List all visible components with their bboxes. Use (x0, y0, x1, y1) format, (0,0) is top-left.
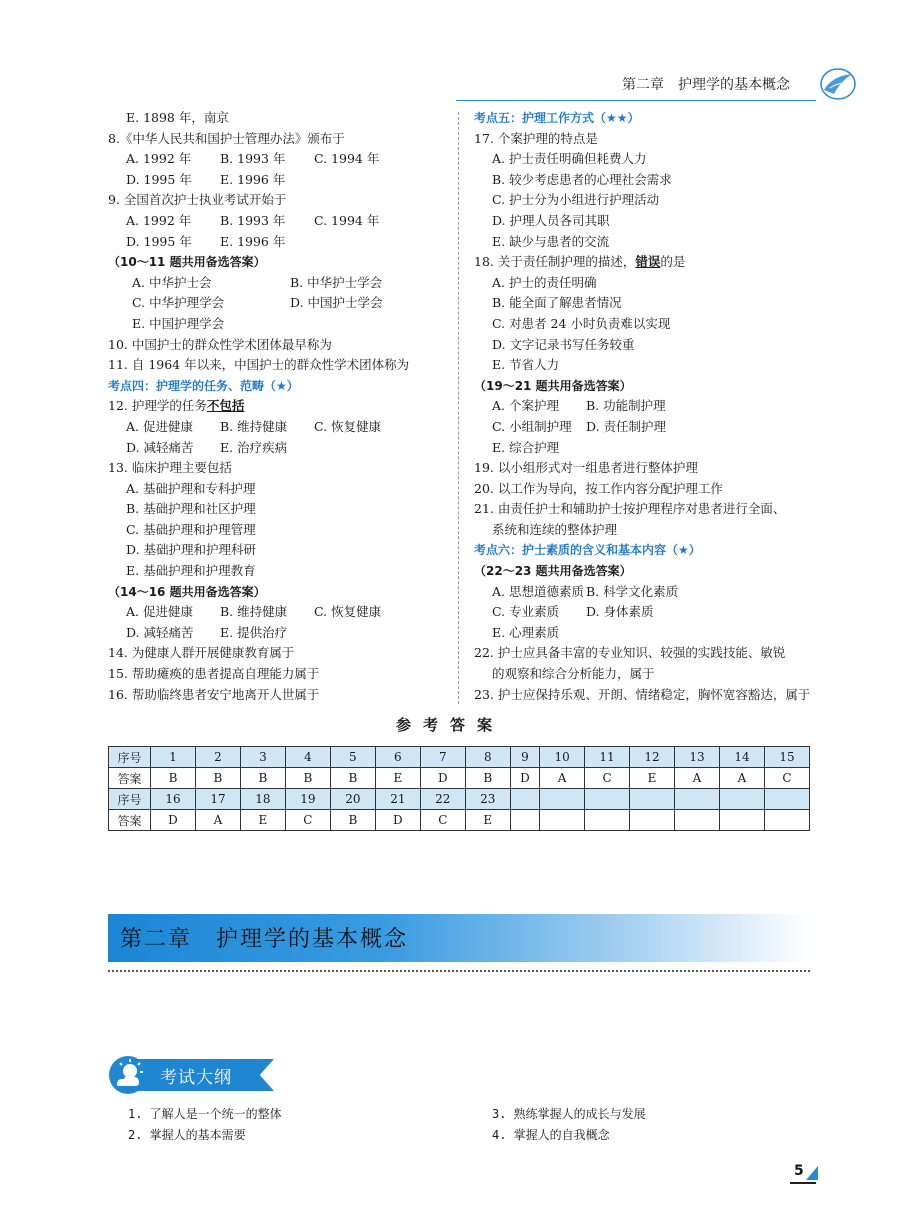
question-line (474, 314, 824, 335)
question-line (474, 170, 824, 191)
question-number-cell: 6 (375, 747, 420, 768)
syllabus-item: 3. 熟练掌握人的成长与发展 (492, 1107, 646, 1121)
question-number-cell: 14 (719, 747, 764, 768)
line-text: 9. 全国首次护士执业考试开始于 (108, 192, 287, 208)
line-text: E. 基础护理和护理教育 (126, 563, 256, 579)
question-line (108, 232, 458, 253)
question-number-cell: 16 (151, 789, 196, 810)
question-line (108, 438, 458, 459)
answer-option: C. 1994 年 (314, 212, 380, 228)
line-text: 23. 护士应保持乐观、开朗、情绪稳定，胸怀宽容豁达，属于 (474, 686, 811, 702)
question-line (108, 499, 458, 520)
question-line (108, 602, 458, 623)
line-text: D. 基础护理和护理科研 (126, 542, 257, 558)
answer-option: C. 恢复健康 (314, 418, 382, 434)
table-row-numbers (109, 747, 810, 768)
answer-cell (719, 810, 764, 831)
row-label: 答案 (109, 810, 151, 831)
answer-cell: B (195, 768, 240, 789)
line-text: 22. 护士应具备丰富的专业知识、较强的实践技能、敏锐 (474, 645, 786, 661)
answer-option: E. 提供治疗 (220, 624, 288, 640)
line-text: （22～23 题共用备选答案） (474, 564, 632, 579)
running-title: 第二章 护理学的基本概念 (622, 77, 790, 93)
question-line (474, 520, 824, 541)
answer-cell: D (375, 810, 420, 831)
answer-option: E. 治疗疾病 (220, 439, 288, 455)
line-text: 19. 以小组形式对一组患者进行整体护理 (474, 460, 698, 476)
answer-option: B. 维持健康 (220, 418, 288, 434)
answer-cell: E (630, 768, 675, 789)
emphasis-text: 不包括 (206, 398, 245, 414)
line-text: 8.《中华人民共和国护士管理办法》颁布于 (108, 130, 345, 146)
chapter-banner (108, 914, 810, 962)
question-number-cell: 15 (764, 747, 809, 768)
syllabus-item: 1. 了解人是一个统一的整体 (128, 1107, 282, 1121)
answer-option: B. 1993 年 (220, 212, 286, 228)
question-line (108, 170, 458, 191)
answer-cell: D (510, 768, 539, 789)
answer-option: B. 科学文化素质 (586, 583, 679, 599)
answer-option: A. 促进健康 (126, 604, 193, 620)
question-line (474, 623, 824, 644)
question-line (108, 335, 458, 356)
column-divider (458, 112, 459, 704)
answer-option: D. 减轻痛苦 (126, 439, 194, 455)
page-number-rule (790, 1182, 816, 1184)
right-question-column (474, 108, 824, 705)
syllabus-list-right (492, 1104, 792, 1146)
answer-cell: A (719, 768, 764, 789)
question-line (474, 335, 824, 356)
line-text: C. 对患者 24 小时负责难以实现 (492, 315, 671, 331)
answer-option: D. 减轻痛苦 (126, 624, 194, 640)
publisher-logo-icon (818, 66, 858, 102)
answer-table (108, 746, 810, 831)
line-text: B. 能全面了解患者情况 (492, 295, 622, 311)
line-text: E. 节省人力 (492, 357, 560, 373)
line-text: 考点四：护理学的任务、范畴（★） (108, 378, 299, 393)
line-text: E. 中国护理学会 (132, 315, 225, 331)
answer-cell: B (151, 768, 196, 789)
row-label: 序号 (109, 789, 151, 810)
answer-cell: B (285, 768, 330, 789)
answer-cell (585, 810, 630, 831)
answer-cell: B (465, 768, 510, 789)
answer-cell: B (240, 768, 285, 789)
answer-option: C. 小组制护理 (492, 418, 572, 434)
question-number-cell (540, 789, 585, 810)
page-header (0, 66, 900, 106)
question-line (474, 417, 824, 438)
question-line (474, 273, 824, 294)
line-text: B. 较少考虑患者的心理社会需求 (492, 171, 672, 187)
answer-cell (630, 810, 675, 831)
line-text: 21. 由责任护士和辅助护士按护理程序对患者进行全面、 (474, 501, 786, 517)
answer-cell: E (465, 810, 510, 831)
answer-cell: B (330, 768, 375, 789)
line-text: B. 基础护理和社区护理 (126, 501, 256, 517)
answer-option: A. 中华护士会 (132, 274, 212, 290)
line-text: （10～11 题共用备选答案） (108, 255, 266, 270)
answer-option: A. 促进健康 (126, 418, 193, 434)
question-line (474, 499, 824, 520)
answer-cell (675, 810, 720, 831)
page-number: 5 (794, 1163, 804, 1179)
shared-options-heading (108, 252, 458, 273)
question-line (474, 149, 824, 170)
line-text: 考点六：护士素质的含义和基本内容（★） (474, 543, 701, 558)
table-row-answers (109, 768, 810, 789)
answer-option: E. 1996 年 (220, 171, 286, 187)
question-line (108, 479, 458, 500)
dotted-separator (108, 970, 810, 972)
question-line (474, 664, 824, 685)
shared-options-heading (474, 561, 824, 582)
question-number-cell (719, 789, 764, 810)
syllabus-item: 2. 掌握人的基本需要 (128, 1128, 246, 1142)
answer-cell: A (195, 810, 240, 831)
question-line (474, 602, 824, 623)
question-line (474, 479, 824, 500)
question-line (108, 293, 458, 314)
question-number-cell: 19 (285, 789, 330, 810)
answer-cell: E (375, 768, 420, 789)
question-number-cell: 5 (330, 747, 375, 768)
question-line (474, 685, 824, 706)
emphasis-text: 错误 (635, 254, 661, 270)
syllabus-item: 4. 掌握人的自我概念 (492, 1128, 610, 1142)
chapter-title: 第二章 护理学的基本概念 (120, 927, 409, 952)
question-number-cell: 9 (510, 747, 539, 768)
question-line (108, 314, 458, 335)
question-line (474, 190, 824, 211)
question-number-cell: 20 (330, 789, 375, 810)
question-line (474, 129, 824, 150)
question-line (108, 108, 458, 129)
header-rule (456, 100, 816, 101)
question-number-cell: 18 (240, 789, 285, 810)
answer-cell (764, 810, 809, 831)
question-number-cell: 7 (420, 747, 465, 768)
question-line (474, 582, 824, 603)
question-text: 的是 (660, 254, 686, 270)
answer-option: B. 1993 年 (220, 151, 286, 167)
question-line (108, 561, 458, 582)
question-number-cell (510, 789, 539, 810)
answer-option: C. 1994 年 (314, 151, 380, 167)
question-number-cell: 11 (585, 747, 630, 768)
answer-cell: D (151, 810, 196, 831)
answer-option: C. 中华护理学会 (132, 295, 225, 311)
question-line (474, 458, 824, 479)
answer-cell (510, 810, 539, 831)
question-line (108, 211, 458, 232)
question-line (108, 396, 458, 417)
question-number-cell: 2 (195, 747, 240, 768)
answer-option: A. 思想道德素质 (492, 583, 584, 599)
question-line (108, 520, 458, 541)
question-line (108, 623, 458, 644)
line-text: D. 护理人员各司其职 (492, 212, 610, 228)
syllabus-list-left (128, 1104, 428, 1146)
answer-cell: C (420, 810, 465, 831)
line-text: 17. 个案护理的特点是 (474, 130, 598, 146)
line-text: A. 基础护理和专科护理 (126, 480, 256, 496)
answer-option: D. 1995 年 (126, 171, 192, 187)
answer-option: D. 1995 年 (126, 233, 192, 249)
answer-option: D. 责任制护理 (586, 418, 667, 434)
line-text: E. 综合护理 (492, 439, 560, 455)
shared-options-heading (108, 582, 458, 603)
line-text: 的观察和综合分析能力，属于 (492, 666, 655, 682)
line-text: A. 护士的责任明确 (492, 274, 597, 290)
line-text: C. 护士分为小组进行护理活动 (492, 192, 660, 208)
answer-cell: C (285, 810, 330, 831)
line-text: 13. 临床护理主要包括 (108, 460, 232, 476)
question-line (108, 149, 458, 170)
line-text: 14. 为健康人群开展健康教育属于 (108, 645, 295, 661)
question-line (474, 211, 824, 232)
answer-cell: C (764, 768, 809, 789)
line-text: D. 文字记录书写任务较重 (492, 336, 635, 352)
table-row-numbers (109, 789, 810, 810)
question-line (474, 396, 824, 417)
line-text: A. 护士责任明确但耗费人力 (492, 151, 647, 167)
question-text: 18. 关于责任制护理的描述， (474, 254, 636, 270)
question-line (108, 664, 458, 685)
left-question-column (108, 108, 458, 705)
line-text: 11. 自 1964 年以来，中国护士的群众性学术团体称为 (108, 357, 410, 373)
question-number-cell (630, 789, 675, 810)
answers-title: 参考答案 (395, 716, 504, 734)
line-text: E. 心理素质 (492, 624, 560, 640)
section-heading (474, 540, 824, 561)
answer-option: A. 1992 年 (126, 212, 192, 228)
answer-option: E. 1996 年 (220, 233, 286, 249)
question-line (474, 232, 824, 253)
answer-cell: D (420, 768, 465, 789)
shared-options-heading (474, 376, 824, 397)
line-text: （14～16 题共用备选答案） (108, 584, 266, 599)
question-number-cell: 4 (285, 747, 330, 768)
question-line (108, 355, 458, 376)
row-label: 序号 (109, 747, 151, 768)
line-text: 10. 中国护士的群众性学术团体最早称为 (108, 336, 332, 352)
question-number-cell: 13 (675, 747, 720, 768)
answer-cell: C (585, 768, 630, 789)
question-number-cell (764, 789, 809, 810)
section-heading (474, 108, 824, 129)
sun-cloud-icon (108, 1055, 150, 1095)
question-number-cell: 3 (240, 747, 285, 768)
answer-option: B. 功能制护理 (586, 398, 666, 414)
syllabus-badge-label: 考试大纲 (160, 1068, 232, 1088)
question-number-cell: 23 (465, 789, 510, 810)
question-number-cell: 17 (195, 789, 240, 810)
line-text: 16. 帮助临终患者安宁地离开人世属于 (108, 686, 320, 702)
line-text: 系统和连续的整体护理 (492, 521, 618, 537)
syllabus-badge (108, 1055, 274, 1095)
answer-option: B. 中华护士学会 (290, 274, 383, 290)
question-line (108, 417, 458, 438)
question-line (108, 540, 458, 561)
answer-option: A. 个案护理 (492, 398, 559, 414)
answer-cell: B (330, 810, 375, 831)
page-corner-icon (804, 1164, 820, 1182)
line-text: （19～21 题共用备选答案） (474, 378, 632, 393)
answer-option: C. 恢复健康 (314, 604, 382, 620)
question-line (108, 190, 458, 211)
table-row-answers (109, 810, 810, 831)
question-line (474, 438, 824, 459)
question-line (474, 293, 824, 314)
line-text: E. 1898 年，南京 (126, 110, 229, 125)
question-number-cell: 10 (540, 747, 585, 768)
answer-option: C. 专业素质 (492, 604, 560, 620)
line-text: 20. 以工作为导向，按工作内容分配护理工作 (474, 480, 723, 496)
question-line (108, 273, 458, 294)
question-line (108, 129, 458, 150)
question-line (108, 685, 458, 706)
line-text: C. 基础护理和护理管理 (126, 521, 256, 537)
question-line (474, 252, 824, 273)
question-number-cell: 12 (630, 747, 675, 768)
section-heading (108, 376, 458, 397)
question-number-cell (585, 789, 630, 810)
answer-option: D. 身体素质 (586, 604, 654, 620)
line-text: 考点五：护理工作方式（★★） (474, 111, 640, 125)
question-line (474, 355, 824, 376)
question-number-cell: 21 (375, 789, 420, 810)
answer-cell: A (540, 768, 585, 789)
question-number-cell (675, 789, 720, 810)
question-line (108, 643, 458, 664)
question-text: 12. 护理学的任务 (108, 398, 207, 414)
answer-cell: A (675, 768, 720, 789)
question-line (108, 458, 458, 479)
answer-option: A. 1992 年 (126, 151, 192, 167)
line-text: 15. 帮助瘫痪的患者提高自理能力属于 (108, 666, 320, 682)
question-line (474, 643, 824, 664)
question-number-cell: 1 (151, 747, 196, 768)
answer-option: D. 中国护士学会 (290, 295, 383, 311)
answer-option: B. 维持健康 (220, 604, 288, 620)
row-label: 答案 (109, 768, 151, 789)
answer-cell (540, 810, 585, 831)
question-number-cell: 22 (420, 789, 465, 810)
answer-cell: E (240, 810, 285, 831)
line-text: E. 缺少与患者的交流 (492, 233, 610, 249)
question-number-cell: 8 (465, 747, 510, 768)
